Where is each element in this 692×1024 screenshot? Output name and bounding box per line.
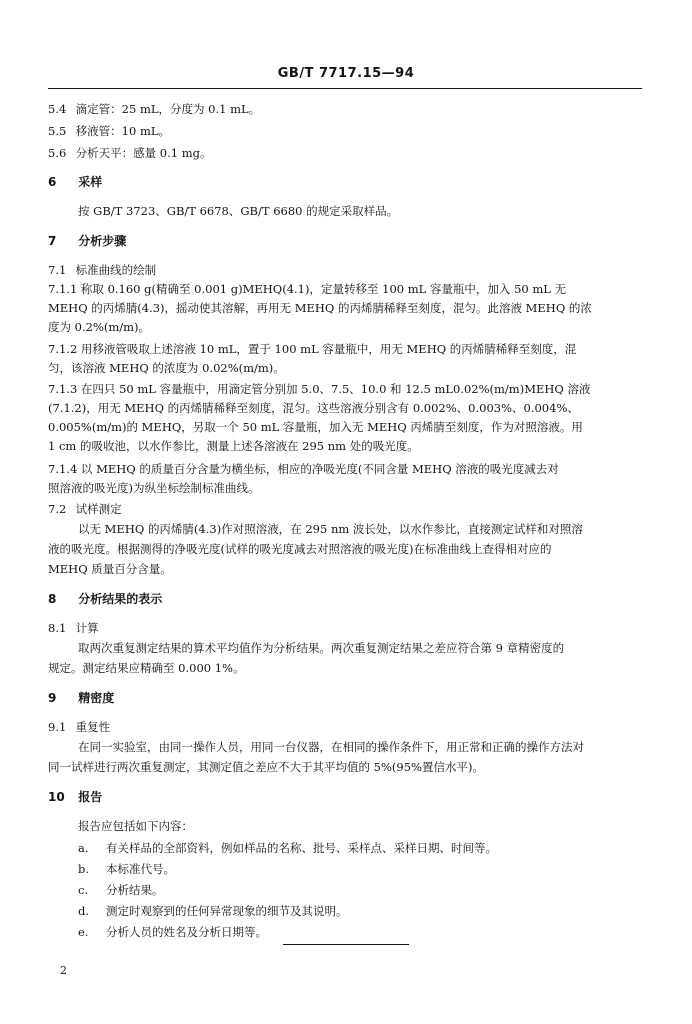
clause-number: 7.1.3: [48, 382, 78, 396]
section-6-heading: [48, 174, 102, 190]
paragraph-line: 以无 MEHQ 的丙烯腈(4.3)作对照溶液，在 295 nm 波长处，以水作参比，直接测定试样和对照溶: [78, 522, 583, 536]
list-item-marker: b.: [78, 862, 90, 876]
clause-text: 在四只 50 mL 容量瓶中，用滴定管分别加 5.0、7.5、10.0 和 12.5 mL0.02%(m/m)MEHQ 溶液: [80, 382, 591, 396]
clause-text: 称取 0.160 g(精确至 0.001 g)MEHQ(4.1)，定量转移至 100 mL 容量瓶中，加入 50 mL 无: [80, 282, 567, 296]
paragraph-line: 报告应包括如下内容：: [78, 819, 193, 833]
clause-7-1-2: [48, 341, 576, 357]
section-10-heading: [48, 789, 102, 805]
list-item-text: 分析结果。: [106, 883, 164, 897]
list-item-marker: a.: [78, 841, 89, 855]
clause-title: 试样测定: [75, 502, 122, 516]
list-item: [78, 861, 175, 877]
clause-7-1-4: [48, 461, 559, 477]
clause-number: 7.2: [48, 502, 67, 516]
list-item-text: 分析人员的姓名及分析日期等。: [106, 925, 267, 939]
list-item-marker: e.: [78, 925, 89, 939]
clause-9-1: [48, 719, 110, 735]
paragraph-line: (7.1.2)，用无 MEHQ 的丙烯腈稀释至刻度，混匀。这些溶液分别含有 0.002%、0.003%、0.004%、: [48, 401, 579, 415]
list-item-marker: d.: [78, 904, 90, 918]
list-item: [78, 840, 497, 856]
paragraph-line: 按 GB/T 3723、GB/T 6678、GB/T 6680 的规定采取样品。: [78, 204, 399, 218]
list-item: [78, 882, 164, 898]
paragraph-line: 液的吸光度。根据测得的净吸光度(试样的吸光度减去对照溶液的吸光度)在标准曲线上查得相对应的: [48, 542, 552, 556]
standard-number-header: GB/T 7717.15—94: [277, 66, 415, 81]
clause-text: 以 MEHQ 的质量百分含量为横坐标，相应的净吸光度(不同含量 MEHQ 溶液的吸光度减去对: [80, 462, 559, 476]
clause-text: 滴定管：25 mL，分度为 0.1 mL。: [75, 102, 261, 116]
paragraph-line: 照溶液的吸光度)为纵坐标绘制标准曲线。: [48, 481, 260, 495]
section-title: 报告: [78, 790, 103, 804]
section-title: 分析结果的表示: [78, 592, 163, 606]
list-item: [78, 903, 348, 919]
clause-text: 用移液管吸取上述溶液 10 mL，置于 100 mL 容量瓶中，用无 MEHQ 的丙烯腈稀释至刻度，混: [80, 342, 577, 356]
clause-5-5: [48, 123, 170, 139]
list-item-text: 测定时观察到的任何异常现象的细节及其说明。: [106, 904, 348, 918]
clause-8-1: [48, 620, 99, 636]
clause-number: 7.1: [48, 263, 67, 277]
clause-number: 7.1.1: [48, 282, 78, 296]
section-title: 精密度: [78, 691, 115, 705]
clause-title: 计算: [75, 621, 99, 635]
paragraph-line: 取两次重复测定结果的算术平均值作为分析结果。两次重复测定结果之差应符合第 9 章精密度的: [78, 641, 565, 655]
clause-number: 5.4: [48, 102, 67, 116]
clause-number: 5.5: [48, 124, 67, 138]
clause-number: 8.1: [48, 621, 67, 635]
paragraph-line: 匀，该溶液 MEHQ 的浓度为 0.02%(m/m)。: [48, 361, 285, 375]
clause-number: 9.1: [48, 720, 67, 734]
section-number: 6: [48, 175, 57, 189]
paragraph-line: 度为 0.2%(m/m)。: [48, 320, 151, 334]
clause-5-4: [48, 101, 260, 117]
section-title: 采样: [78, 175, 103, 189]
paragraph-line: 0.005%(m/m)的 MEHQ，另取一个 50 mL 容量瓶，加入无 MEHQ 丙烯腈至刻度，作为对照溶液。用: [48, 420, 583, 434]
clause-7-1: [48, 262, 156, 278]
clause-title: 重复性: [75, 720, 111, 734]
header-rule: [48, 88, 642, 89]
page-number: 2: [60, 964, 67, 977]
clause-5-6: [48, 145, 212, 161]
list-item-text: 有关样品的全部资料，例如样品的名称、批号、采样点、采样日期、时间等。: [106, 841, 497, 855]
clause-text: 分析天平：感量 0.1 mg。: [75, 146, 212, 160]
paragraph-line: 同一试样进行两次重复测定，其测定值之差应不大于其平均值的 5%(95%置信水平)。: [48, 760, 484, 774]
paragraph-line: MEHQ 质量百分含量。: [48, 562, 172, 576]
list-item: [78, 924, 267, 940]
list-item-text: 本标准代号。: [106, 862, 175, 876]
clause-number: 7.1.2: [48, 342, 78, 356]
paragraph-line: MEHQ 的丙烯腈(4.3)，摇动使其溶解，再用无 MEHQ 的丙烯腈稀释至刻度，混匀。此溶液 MEHQ 的浓: [48, 301, 592, 315]
clause-number: 7.1.4: [48, 462, 78, 476]
clause-number: 5.6: [48, 146, 67, 160]
section-title: 分析步骤: [78, 234, 127, 248]
section-number: 8: [48, 592, 57, 606]
section-number: 9: [48, 691, 57, 705]
section-7-heading: [48, 233, 126, 249]
clause-7-1-1: [48, 281, 566, 297]
clause-text: 移液管：10 mL。: [75, 124, 170, 138]
paragraph-line: 1 cm 的吸收池，以水作参比，测量上述各溶液在 295 nm 处的吸光度。: [48, 439, 419, 453]
clause-title: 标准曲线的绘制: [75, 263, 157, 277]
paragraph-line: 规定。测定结果应精确至 0.000 1%。: [48, 661, 245, 675]
section-8-heading: [48, 591, 162, 607]
clause-7-1-3: [48, 381, 591, 397]
clause-7-2: [48, 501, 122, 517]
end-rule: [283, 944, 409, 945]
section-number: 10: [48, 790, 65, 804]
paragraph-line: 在同一实验室，由同一操作人员，用同一台仪器，在相同的操作条件下，用正常和正确的操作方法对: [78, 740, 584, 754]
section-number: 7: [48, 234, 57, 248]
list-item-marker: c.: [78, 883, 89, 897]
section-9-heading: [48, 690, 114, 706]
